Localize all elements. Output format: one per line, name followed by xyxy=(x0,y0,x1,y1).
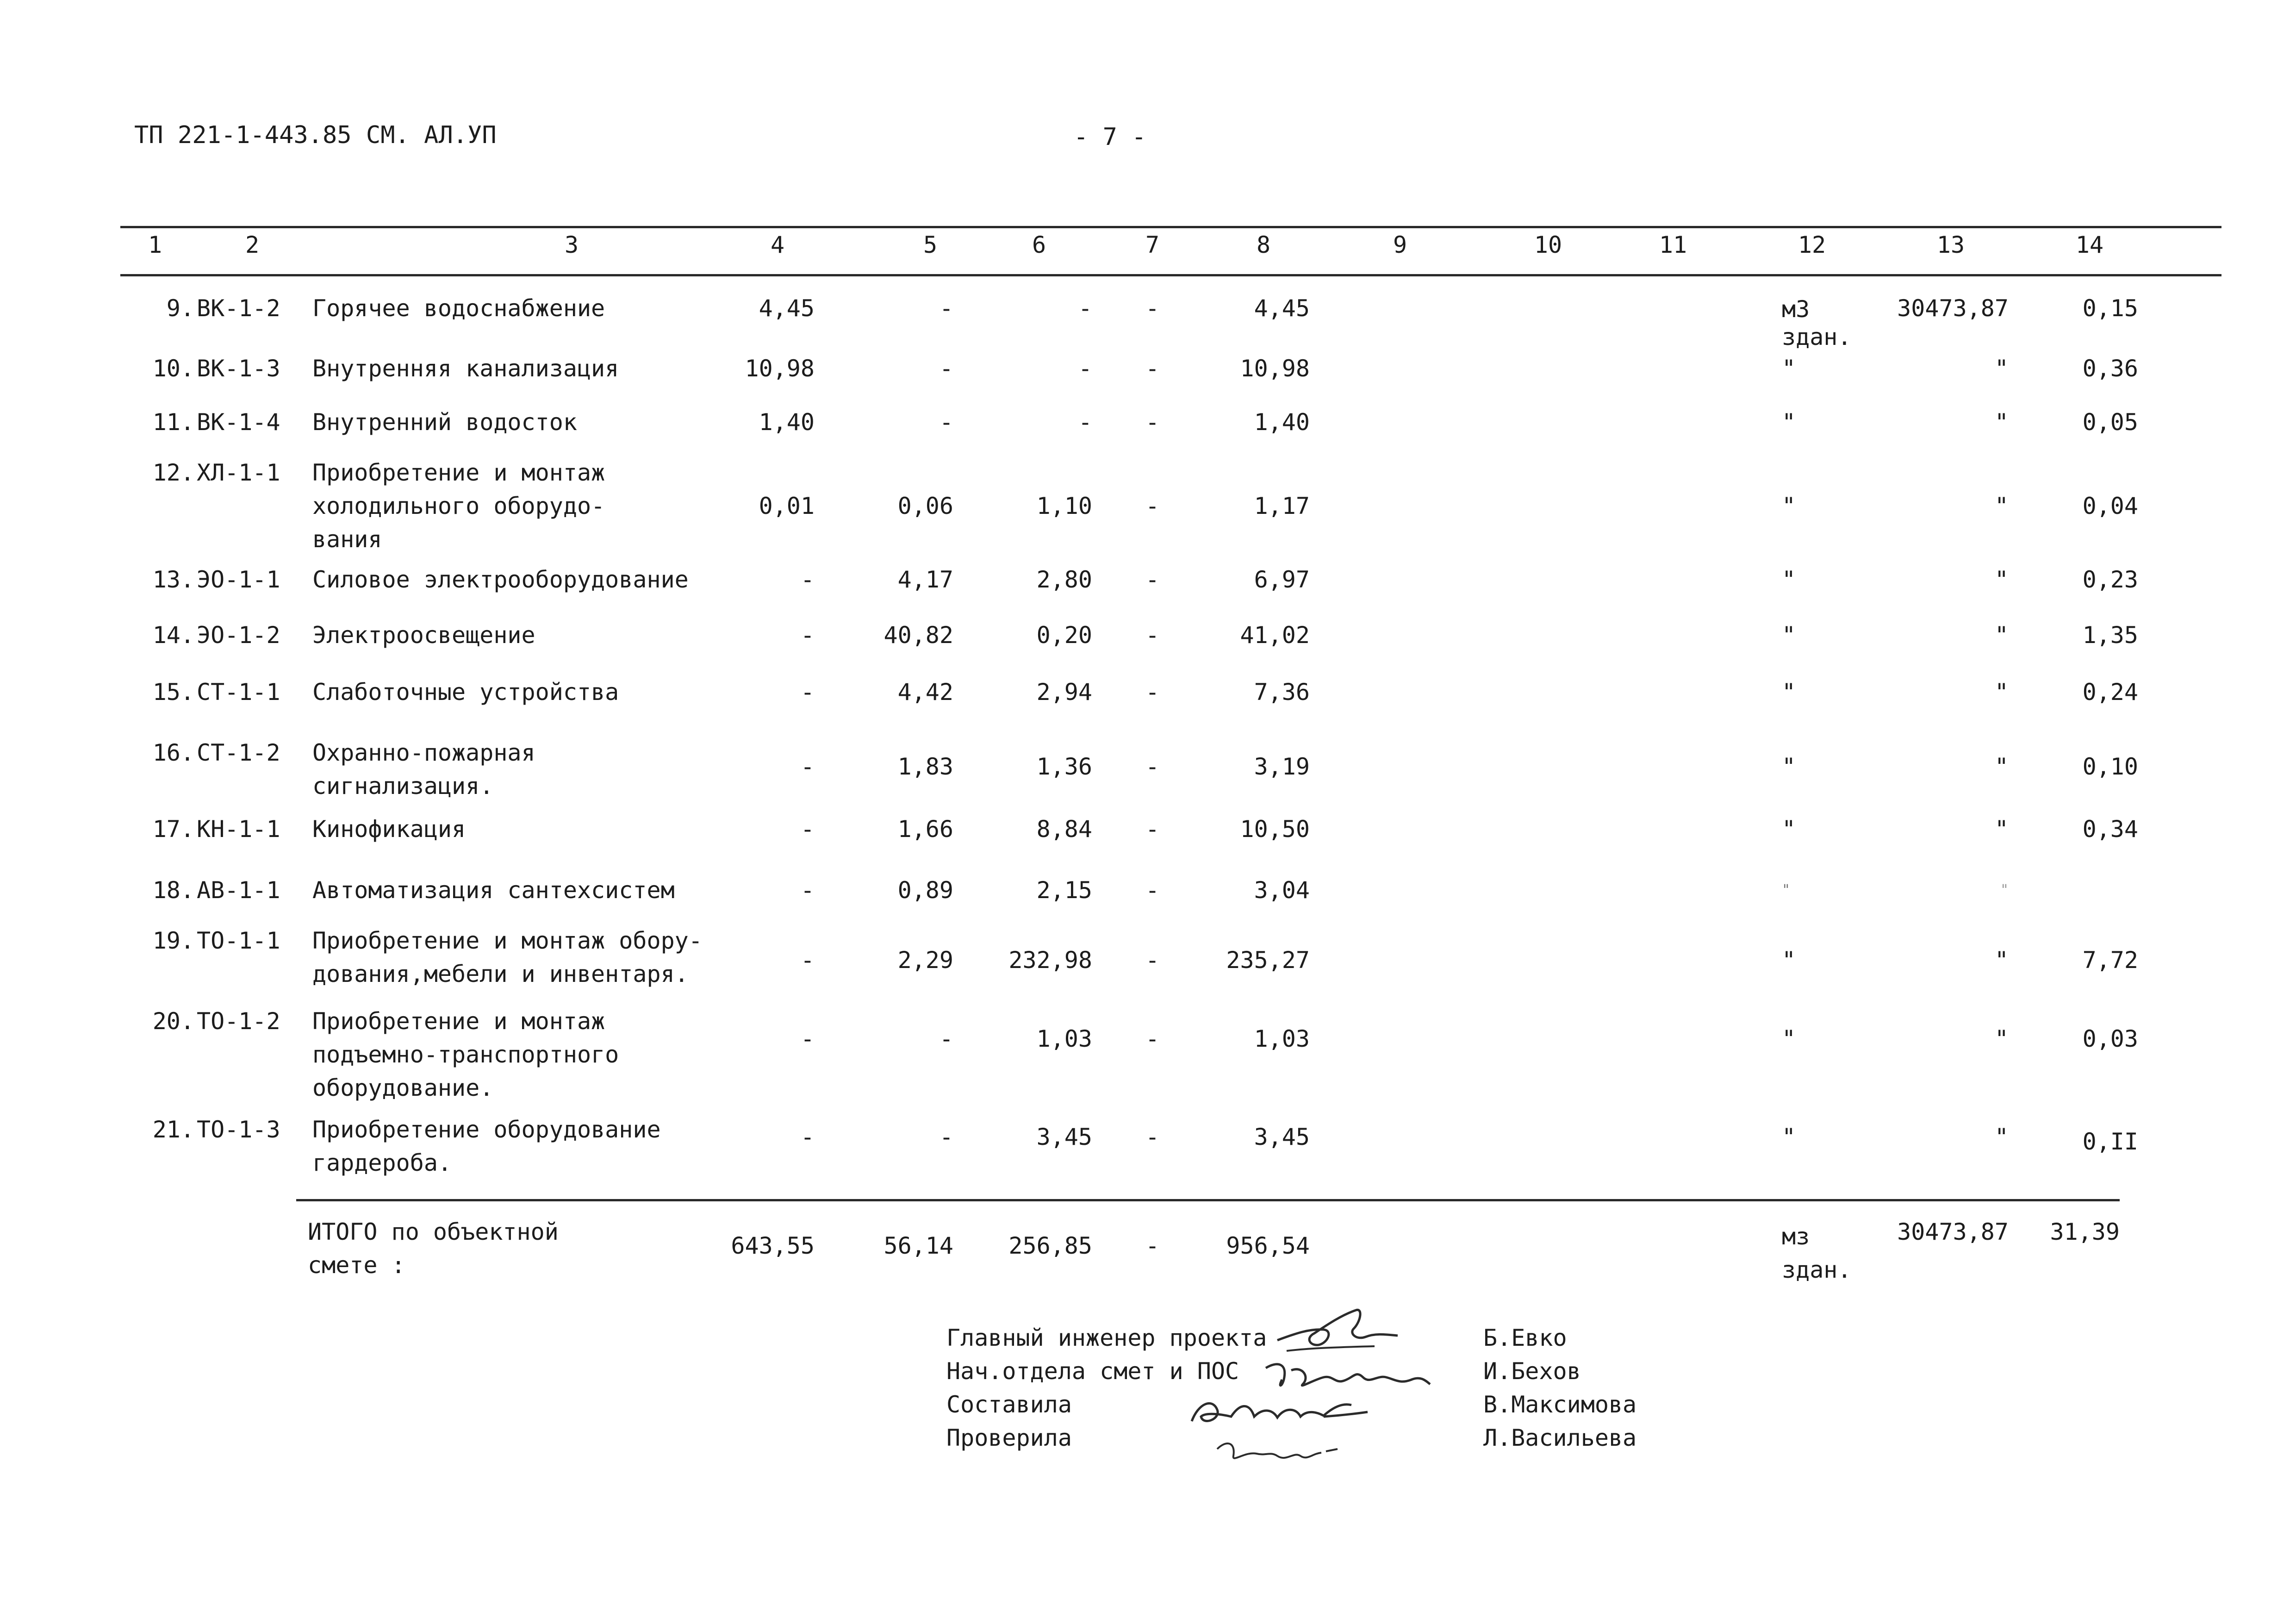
col-4-value: 0,01 xyxy=(759,493,815,519)
col-12-unit: " xyxy=(1782,816,1796,843)
col-7-value: - xyxy=(1145,295,1160,322)
row-description: Внутренняя канализация xyxy=(312,355,619,382)
column-number: 10 xyxy=(1534,231,1562,258)
row-number: 19. xyxy=(152,927,194,954)
col-7-value: - xyxy=(1145,1025,1160,1052)
col-5-value: - xyxy=(939,1025,953,1052)
col-8-value: 1,17 xyxy=(1254,493,1310,519)
col-6-value: - xyxy=(1078,355,1092,382)
row-description: Охранно-пожарная сигнализация. xyxy=(312,739,535,800)
total-col-5: 56,14 xyxy=(884,1232,953,1259)
row-description: Приобретение и монтаж холодильного оборудо- вания xyxy=(312,459,605,553)
col-13-value: " xyxy=(1994,1124,2009,1150)
column-number: 12 xyxy=(1798,231,1826,258)
col-6-value: 1,10 xyxy=(1036,493,1092,519)
total-col-4: 643,55 xyxy=(731,1232,815,1259)
row-code: СТ-1-1 xyxy=(197,679,280,706)
col-7-value: - xyxy=(1145,947,1160,974)
col-6-value: 8,84 xyxy=(1036,816,1092,843)
document-code: ТП 221-1-443.85 СМ. АЛ.УП xyxy=(134,121,497,149)
signature-role: Главный инженер проекта xyxy=(946,1324,1267,1351)
row-description: Приобретение и монтаж обору- дования,мебели и инвентаря. xyxy=(312,927,703,987)
col-14-value: 1,35 xyxy=(2082,622,2138,649)
col-6-value: 2,94 xyxy=(1036,679,1092,706)
row-code: ТО-1-2 xyxy=(197,1008,280,1035)
col-12-unit: " xyxy=(1782,493,1796,519)
signature-name: Б.Евко xyxy=(1483,1324,1567,1351)
col-13-value: " xyxy=(1994,493,2009,519)
totals-rule xyxy=(296,1199,2120,1201)
row-number: 18. xyxy=(152,877,194,904)
column-number: 8 xyxy=(1256,231,1271,258)
col-13-value: " xyxy=(1994,622,2009,649)
row-code: ТО-1-1 xyxy=(197,927,280,954)
col-4-value: - xyxy=(800,1025,815,1052)
totals-label: ИТОГО по объектной смете : xyxy=(308,1218,559,1279)
col-5-value: - xyxy=(939,295,953,322)
column-number: 2 xyxy=(245,231,260,258)
column-number: 14 xyxy=(2075,231,2104,258)
col-12-unit: " xyxy=(1782,409,1796,436)
col-4-value: - xyxy=(800,947,815,974)
signature-name: Л.Васильева xyxy=(1483,1424,1637,1451)
row-number: 16. xyxy=(152,739,194,766)
col-12-unit: " xyxy=(1782,947,1796,974)
total-col-6: 256,85 xyxy=(1008,1232,1092,1259)
row-number: 20. xyxy=(152,1008,194,1035)
row-description: Автоматизация сантехсистем xyxy=(312,877,675,904)
row-number: 17. xyxy=(152,816,194,843)
col-4-value: - xyxy=(800,1124,815,1150)
col-4-value: - xyxy=(800,816,815,843)
col-6-value: 1,03 xyxy=(1036,1025,1092,1052)
col-8-value: 3,45 xyxy=(1254,1124,1310,1150)
row-code: АВ-1-1 xyxy=(197,877,280,904)
row-code: ЭО-1-2 xyxy=(197,622,280,649)
row-code: ТО-1-3 xyxy=(197,1116,280,1143)
row-number: 14. xyxy=(152,622,194,649)
col-13-value: " xyxy=(1994,409,2009,436)
table-header-rule xyxy=(120,274,2221,276)
col-6-value: 232,98 xyxy=(1008,947,1092,974)
signature-role: Проверила xyxy=(946,1424,1072,1451)
col-5-value: 0,89 xyxy=(897,877,953,904)
col-7-value: - xyxy=(1145,753,1160,780)
col-5-value: - xyxy=(939,409,953,436)
col-4-value: 4,45 xyxy=(759,295,815,322)
col-14-value: 0,04 xyxy=(2082,493,2138,519)
row-code: КН-1-1 xyxy=(197,816,280,843)
col-4-value: 1,40 xyxy=(759,409,815,436)
handwritten-signature-checked xyxy=(1213,1430,1351,1472)
col-13-value: " xyxy=(1994,1025,2009,1052)
col-13-value: " xyxy=(1994,753,2009,780)
col-12-unit: м3 здан. xyxy=(1782,296,1852,350)
col-13-value: " xyxy=(1994,679,2009,706)
col-14-value: 0,II xyxy=(2082,1128,2138,1155)
col-6-value: 2,80 xyxy=(1036,566,1092,593)
column-number: 4 xyxy=(770,231,785,258)
table-top-rule xyxy=(120,226,2221,228)
row-code: ВК-1-4 xyxy=(197,409,280,436)
col-5-value: 1,83 xyxy=(897,753,953,780)
col-7-value: - xyxy=(1145,355,1160,382)
row-description: Силовое электрооборудование xyxy=(312,566,689,593)
col-8-value: 10,50 xyxy=(1240,816,1310,843)
row-code: ЭО-1-1 xyxy=(197,566,280,593)
total-col-14: 31,39 xyxy=(2050,1218,2120,1245)
signature-name: И.Бехов xyxy=(1483,1358,1581,1385)
col-6-value: - xyxy=(1078,295,1092,322)
col-4-value: - xyxy=(800,622,815,649)
row-number: 15. xyxy=(152,679,194,706)
col-6-value: 1,36 xyxy=(1036,753,1092,780)
row-code: ВК-1-2 xyxy=(197,295,280,322)
col-8-value: 6,97 xyxy=(1254,566,1310,593)
signature-role: Составила xyxy=(946,1391,1072,1418)
row-description: Горячее водоснабжение xyxy=(312,295,605,322)
row-description: Кинофикация xyxy=(312,816,466,843)
col-8-value: 1,40 xyxy=(1254,409,1310,436)
signature-name: В.Максимова xyxy=(1483,1391,1637,1418)
col-6-value: 3,45 xyxy=(1036,1124,1092,1150)
col-5-value: - xyxy=(939,355,953,382)
column-number: 13 xyxy=(1936,231,1965,258)
col-7-value: - xyxy=(1145,1124,1160,1150)
row-description: Электроосвещение xyxy=(312,622,535,649)
col-8-value: 235,27 xyxy=(1226,947,1310,974)
col-4-value: - xyxy=(800,679,815,706)
col-12-unit: " xyxy=(1782,753,1796,780)
col-8-value: 4,45 xyxy=(1254,295,1310,322)
col-8-value: 3,04 xyxy=(1254,877,1310,904)
col-14-value: 0,10 xyxy=(2082,753,2138,780)
col-5-value: 2,29 xyxy=(897,947,953,974)
column-number: 6 xyxy=(1032,231,1046,258)
col-5-value: 40,82 xyxy=(884,622,953,649)
row-code: ВК-1-3 xyxy=(197,355,280,382)
row-number: 10. xyxy=(152,355,194,382)
col-4-value: - xyxy=(800,566,815,593)
row-number: 13. xyxy=(152,566,194,593)
col-14-value: 0,23 xyxy=(2082,566,2138,593)
col-8-value: 41,02 xyxy=(1240,622,1310,649)
row-description: Приобретение оборудование гардероба. xyxy=(312,1116,661,1176)
col-8-value: 3,19 xyxy=(1254,753,1310,780)
total-col-8: 956,54 xyxy=(1226,1232,1310,1259)
col-13-value: " xyxy=(2000,882,2009,898)
col-14-value: 0,24 xyxy=(2082,679,2138,706)
row-code: ХЛ-1-1 xyxy=(197,459,280,486)
col-5-value: 4,17 xyxy=(897,566,953,593)
col-7-value: - xyxy=(1145,409,1160,436)
col-7-value: - xyxy=(1145,816,1160,843)
col-6-value: 0,20 xyxy=(1036,622,1092,649)
row-number: 9. xyxy=(166,295,194,322)
row-description: Внутренний водосток xyxy=(312,409,577,436)
column-number: 1 xyxy=(148,231,162,258)
col-5-value: - xyxy=(939,1124,953,1150)
col-14-value: 0,36 xyxy=(2082,355,2138,382)
row-code: СТ-1-2 xyxy=(197,739,280,766)
col-14-value: 0,03 xyxy=(2082,1025,2138,1052)
total-col-13: 30473,87 xyxy=(1897,1218,2009,1245)
col-7-value: - xyxy=(1145,622,1160,649)
col-7-value: - xyxy=(1145,877,1160,904)
col-13-value: 30473,87 xyxy=(1897,295,2009,322)
col-7-value: - xyxy=(1145,493,1160,519)
column-number: 3 xyxy=(564,231,579,258)
col-5-value: 0,06 xyxy=(897,493,953,519)
row-description: Приобретение и монтаж подъемно-транспортного оборудование. xyxy=(312,1008,619,1101)
col-12-unit: " xyxy=(1782,355,1796,382)
col-14-value: 0,05 xyxy=(2082,409,2138,436)
row-description: Слаботочные устройства xyxy=(312,679,619,706)
col-7-value: - xyxy=(1145,679,1160,706)
col-4-value: - xyxy=(800,753,815,780)
column-number: 5 xyxy=(923,231,938,258)
col-7-value: - xyxy=(1145,566,1160,593)
col-5-value: 4,42 xyxy=(897,679,953,706)
col-13-value: " xyxy=(1994,947,2009,974)
col-8-value: 7,36 xyxy=(1254,679,1310,706)
col-14-value: 0,15 xyxy=(2082,295,2138,322)
col-6-value: 2,15 xyxy=(1036,877,1092,904)
page-number: - 7 - xyxy=(1074,123,1146,151)
col-12-unit: " xyxy=(1782,679,1796,706)
row-number: 12. xyxy=(152,459,194,486)
column-number: 7 xyxy=(1145,231,1160,258)
col-14-value: 7,72 xyxy=(2082,947,2138,974)
col-5-value: 1,66 xyxy=(897,816,953,843)
col-8-value: 1,03 xyxy=(1254,1025,1310,1052)
col-12-unit: " xyxy=(1782,882,1791,898)
signature-role: Нач.отдела смет и ПОС xyxy=(946,1358,1239,1385)
col-6-value: - xyxy=(1078,409,1092,436)
col-8-value: 10,98 xyxy=(1240,355,1310,382)
col-12-unit: " xyxy=(1782,566,1796,593)
col-13-value: " xyxy=(1994,355,2009,382)
col-12-unit: " xyxy=(1782,622,1796,649)
column-number: 11 xyxy=(1659,231,1687,258)
col-4-value: - xyxy=(800,877,815,904)
col-4-value: 10,98 xyxy=(745,355,815,382)
col-12-unit: " xyxy=(1782,1025,1796,1052)
col-13-value: " xyxy=(1994,566,2009,593)
col-13-value: " xyxy=(1994,816,2009,843)
total-col-7: - xyxy=(1145,1232,1160,1259)
row-number: 21. xyxy=(152,1116,194,1143)
total-col-12-unit: мз здан. xyxy=(1782,1223,1852,1283)
col-14-value: 0,34 xyxy=(2082,816,2138,843)
column-number: 9 xyxy=(1393,231,1407,258)
col-12-unit: " xyxy=(1782,1124,1796,1150)
row-number: 11. xyxy=(152,409,194,436)
